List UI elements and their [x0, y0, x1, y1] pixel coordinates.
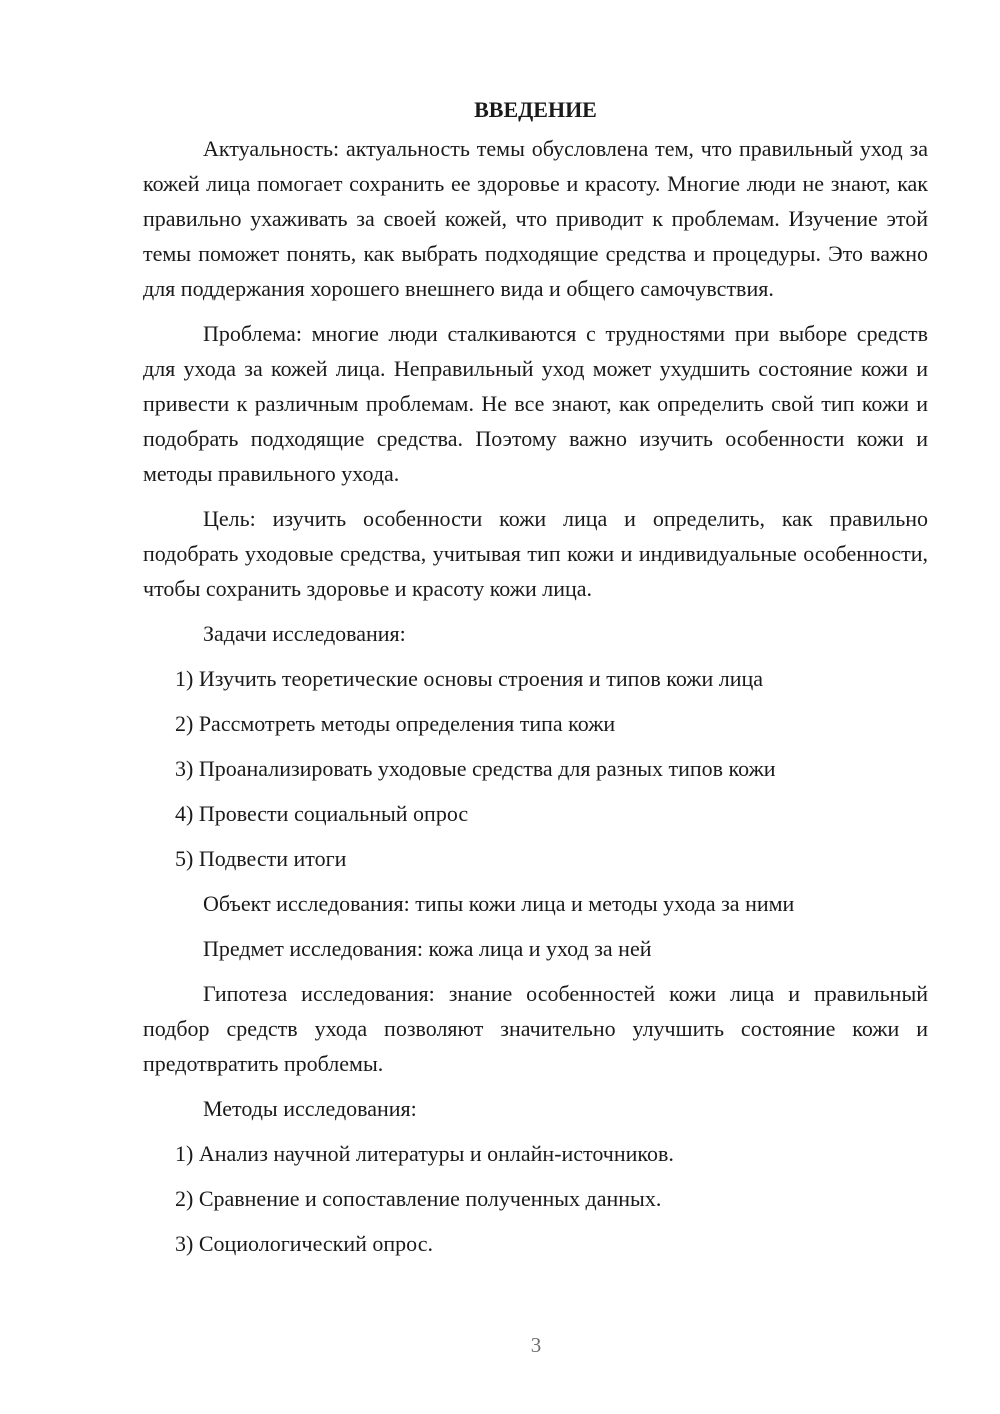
document-page: [143, 95, 928, 1271]
list-item: 5) Подвести итоги: [175, 846, 347, 871]
list-item: 2) Рассмотреть методы определения типа кожи: [175, 711, 616, 736]
problem-paragraph: Проблема: многие люди сталкиваются с трудностями при выборе средств для ухода за кожей лица. Неправильный уход может ухудшить состояние кожи и привести к различным проблемам. Не все знают, как определить свой тип кожи и подобрать подходящие средства. Поэтому важно изучить особенности кожи и методы правильного ухода.: [143, 321, 928, 486]
methods-heading: Методы исследования:: [203, 1096, 417, 1121]
goal-paragraph: Цель: изучить особенности кожи лица и определить, как правильно подобрать уходовые средства, учитывая тип кожи и индивидуальные особенности, чтобы сохранить здоровье и красоту кожи лица.: [143, 506, 928, 601]
list-item: 2) Сравнение и сопоставление полученных данных.: [175, 1186, 662, 1211]
methods-list: [143, 1136, 928, 1261]
tasks-heading: Задачи исследования:: [203, 621, 406, 646]
relevance-paragraph: Актуальность: актуальность темы обусловлена тем, что правильный уход за кожей лица помогает сохранить ее здоровье и красоту. Многие люди не знают, как правильно ухаживать за своей кожей, что приводит к проблемам. Изучение этой темы поможет понять, как выбрать подходящие средства и процедуры. Это важно для поддержания хорошего внешнего вида и общего самочувствия.: [143, 136, 928, 301]
hypothesis-paragraph: Гипотеза исследования: знание особенностей кожи лица и правильный подбор средств ухода позволяют значительно улучшить состояние кожи и предотвратить проблемы.: [143, 981, 928, 1076]
page-title: ВВЕДЕНИЕ: [474, 97, 597, 122]
list-item: 3) Проанализировать уходовые средства для разных типов кожи: [175, 756, 776, 781]
list-item: 4) Провести социальный опрос: [175, 801, 469, 826]
list-item: 3) Социологический опрос.: [175, 1231, 433, 1256]
tasks-list: [143, 661, 928, 876]
page-number: 3: [530, 1333, 542, 1357]
list-item: 1) Анализ научной литературы и онлайн-источников.: [175, 1141, 674, 1166]
subject-line: Предмет исследования: кожа лица и уход за ней: [203, 936, 652, 961]
object-line: Объект исследования: типы кожи лица и методы ухода за ними: [203, 891, 795, 916]
list-item: 1) Изучить теоретические основы строения и типов кожи лица: [175, 666, 764, 691]
